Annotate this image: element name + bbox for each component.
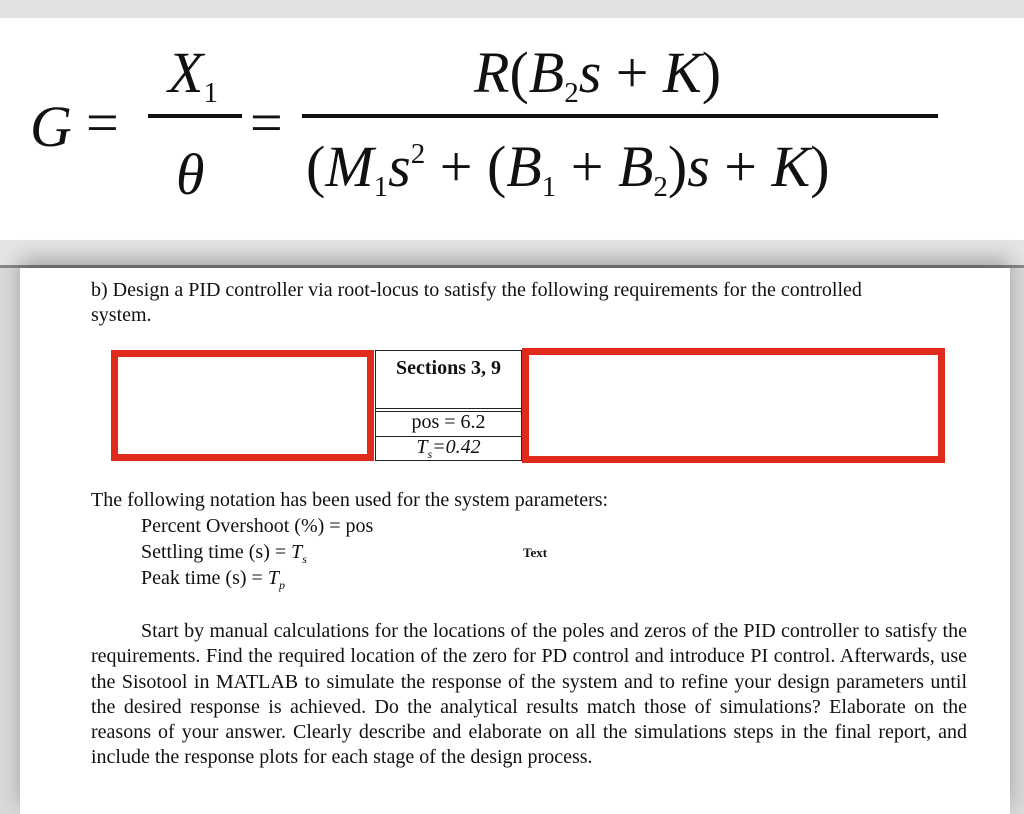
instructions-paragraph: Start by manual calculations for the locations of the poles and zeros of the PID controller to satisfy the requirements. Find the required location of the zero for PD control and introduce PI control. Afterwards, use the Sisotool in MATLAB to simulate the response of the system and to refine your design parameters until the desired response is achieved. Do the analytical results match those of simulations? Elaborate on the reasons of your answer. Clearly describe and elaborate on all the simulations steps in the final report, and include the response plots for each stage of the design process.: [91, 620, 967, 769]
problem-line-1: b) Design a PID controller via root-locus to satisfy the following requirements for the controlled: [91, 279, 862, 301]
notation-intro: The following notation has been used for the system parameters:: [91, 489, 609, 511]
fraction2-denominator: $(M_1s^2 + (B_1 + B_2)s + K)$: [306, 134, 830, 204]
equals-sign-1: =: [86, 90, 119, 155]
table-pos-value: pos = 6.2: [411, 411, 486, 433]
fraction1-bar: [148, 114, 242, 118]
fraction2-numerator: $R(B_2s + K)$: [474, 40, 722, 110]
fraction1-numerator: $X_1$: [168, 40, 218, 110]
equation-panel: [0, 18, 1024, 240]
stray-text-label: Text: [523, 545, 548, 560]
divider-strip: [0, 240, 1024, 266]
equation-lhs: [30, 94, 72, 159]
problem-line-2: system.: [91, 304, 152, 326]
redaction-box-right: [522, 348, 945, 463]
fraction1-denominator: θ: [176, 142, 205, 207]
equals-sign-2: =: [250, 90, 283, 155]
symbol-g: G: [30, 94, 72, 159]
notation-settling-time: Settling time $(s) = T_s$: [141, 541, 307, 566]
notation-peak-time: Peak time $(s) = T_p$: [141, 567, 285, 592]
fraction2-bar: [302, 114, 938, 118]
table-header: Sections 3, 9: [396, 357, 501, 379]
notation-overshoot: Percent Overshoot (%) = pos: [141, 515, 374, 537]
redaction-box-left: [111, 350, 374, 461]
top-background-strip: [0, 0, 1024, 18]
requirements-table: [375, 350, 522, 461]
table-ts-value: $T_s=0.42$: [416, 436, 481, 461]
table-divider-1: [376, 408, 521, 409]
